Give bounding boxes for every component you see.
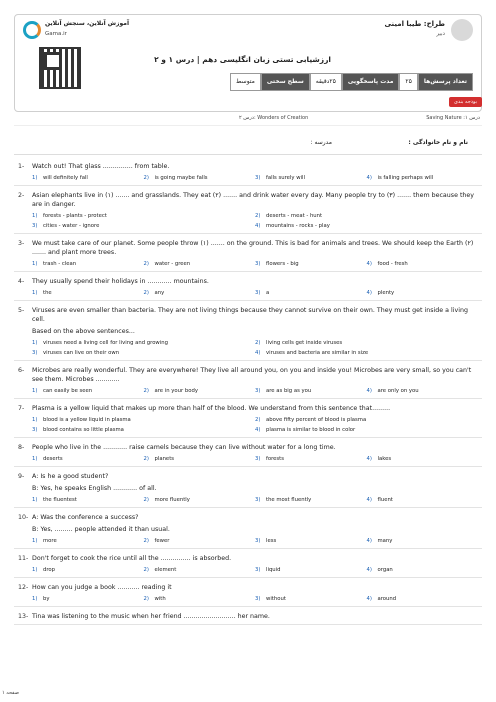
option-2[interactable]	[144, 289, 256, 297]
option-text: organ	[377, 567, 393, 573]
option-number: 4)	[366, 456, 372, 462]
option-number: 1)	[32, 261, 38, 267]
option-number: 4)	[255, 350, 261, 356]
option-number: 4)	[366, 290, 372, 296]
option-3[interactable]	[255, 595, 367, 603]
question-row	[18, 191, 478, 209]
option-number: 3)	[32, 223, 38, 229]
option-text: falls surely will	[266, 175, 305, 181]
option-text: will definitely fall	[43, 175, 88, 181]
option-4[interactable]	[367, 387, 479, 395]
option-1[interactable]	[32, 289, 144, 297]
option-2[interactable]	[144, 496, 256, 504]
option-number: 3)	[255, 456, 261, 462]
exam-header	[14, 14, 482, 112]
question-6	[14, 361, 482, 399]
options	[18, 212, 478, 230]
option-1[interactable]	[32, 387, 144, 395]
gama-logo-icon	[23, 21, 41, 39]
option-2[interactable]	[144, 455, 256, 463]
option-1[interactable]	[32, 212, 255, 220]
option-text: viruses and bacteria are similar in size	[266, 350, 369, 356]
options	[18, 455, 478, 463]
question-8	[14, 438, 482, 467]
option-text: the fluentest	[43, 497, 77, 503]
option-number: 4)	[366, 596, 372, 602]
option-number: 3)	[255, 538, 261, 544]
option-1[interactable]	[32, 339, 255, 347]
option-text: is falling perhaps will	[377, 175, 434, 181]
option-number: 3)	[255, 497, 261, 503]
option-text: are as big as you	[266, 388, 312, 394]
options	[18, 387, 478, 395]
option-number: 3)	[255, 261, 261, 267]
option-text: forests - plants - protect	[43, 213, 107, 219]
options	[18, 416, 478, 434]
question-1	[14, 157, 482, 186]
option-3[interactable]	[255, 174, 367, 182]
question-number: 13-	[18, 613, 29, 620]
option-4[interactable]	[367, 455, 479, 463]
question-subtext: B: Yes, ......... people attended it than usual.	[32, 526, 170, 533]
option-text: water - green	[154, 261, 191, 267]
option-4[interactable]	[367, 537, 479, 545]
option-text: viruses can live on their own	[43, 350, 120, 356]
question-list	[14, 157, 482, 625]
page-number: صفحه ۱	[2, 690, 19, 696]
options	[18, 566, 478, 574]
option-text: blood contains so little plasma	[43, 427, 124, 433]
question-text: A: Was the conference a success?	[32, 514, 139, 521]
option-number: 4)	[366, 388, 372, 394]
option-text: living cells get inside viruses	[266, 340, 343, 346]
question-text: Microbes are really wonderful. They are everywhere! They live all around you, on you and inside you! Microbes are very small, so you can't see them. Microbes ............	[32, 367, 472, 383]
option-number: 1)	[32, 497, 38, 503]
question-number: 7-	[18, 405, 25, 412]
question-number: 10-	[18, 514, 29, 521]
option-4[interactable]	[367, 566, 479, 574]
option-number: 4)	[366, 261, 372, 267]
question-row	[18, 239, 478, 257]
option-text: without	[266, 596, 286, 602]
option-text: cities - water - ignore	[43, 223, 100, 229]
lesson-bar	[14, 112, 482, 126]
option-text: are in your body	[154, 388, 198, 394]
option-text: any	[154, 290, 165, 296]
question-row	[18, 583, 478, 592]
option-text: viruses need a living cell for living and growing	[43, 340, 168, 346]
option-number: 2)	[143, 388, 149, 394]
option-2[interactable]	[144, 595, 256, 603]
question-9	[14, 467, 482, 508]
options	[18, 595, 478, 603]
question-number: 2-	[18, 192, 25, 199]
option-1[interactable]	[32, 416, 255, 424]
stat-duration-value: ۲۵دقیقه	[310, 73, 342, 91]
option-text: is going maybe falls	[154, 175, 208, 181]
option-3[interactable]	[255, 566, 367, 574]
question-number: 1-	[18, 163, 25, 170]
option-text: many	[377, 538, 393, 544]
stat-count-label: تعداد پرسش‌ها	[418, 73, 473, 91]
question-text: Don't forget to cook the rice until all the ............... is absorbed.	[32, 555, 232, 562]
question-number: 5-	[18, 307, 25, 314]
option-text: liquid	[266, 567, 281, 573]
option-2[interactable]	[144, 174, 256, 182]
option-text: can easily be seen	[43, 388, 93, 394]
option-3[interactable]	[255, 387, 367, 395]
option-3[interactable]	[32, 426, 255, 434]
option-number: 1)	[32, 340, 38, 346]
student-info-row	[14, 133, 482, 155]
option-text: the	[43, 290, 52, 296]
question-text: Plasma is a yellow liquid that makes up more than half of the blood. We understand from this sentence that.........	[32, 405, 391, 412]
option-4[interactable]	[367, 289, 479, 297]
option-4[interactable]	[367, 260, 479, 268]
question-text: Asian elephants live in (۱) ....... and grasslands. They eat (۲) ....... and drink water every day. Many people try to (۳) ....... them because they are in danger.	[32, 192, 475, 208]
option-number: 1)	[32, 213, 38, 219]
option-text: more fluently	[154, 497, 190, 503]
option-number: 2)	[143, 261, 149, 267]
option-number: 4)	[366, 538, 372, 544]
question-number: 12-	[18, 584, 29, 591]
option-text: are only on you	[377, 388, 419, 394]
option-1[interactable]	[32, 566, 144, 574]
option-3[interactable]	[255, 289, 367, 297]
stat-difficulty-label: سطح سختی	[261, 73, 310, 91]
option-number: 1)	[32, 417, 38, 423]
option-3[interactable]	[255, 260, 367, 268]
question-number: 6-	[18, 367, 25, 374]
option-3[interactable]	[32, 222, 255, 230]
designer-name: طراح: طیبا امینی	[384, 20, 445, 28]
option-text: blood is a yellow liquid in plasma	[43, 417, 131, 423]
option-number: 2)	[143, 497, 149, 503]
option-text: deserts - meat - hunt	[266, 213, 323, 219]
option-text: less	[266, 538, 277, 544]
option-1[interactable]	[32, 595, 144, 603]
exam-title: ارزشیابی تستی زبان انگلیسی دهم | درس ۱ و ۲	[154, 55, 331, 64]
options	[18, 174, 478, 182]
option-text: around	[377, 596, 397, 602]
stat-count-value: ۲۵	[399, 73, 417, 91]
options	[18, 496, 478, 504]
section-tag: بودجه بندی	[449, 97, 482, 107]
option-number: 1)	[32, 596, 38, 602]
options	[18, 260, 478, 268]
option-2[interactable]	[255, 212, 478, 220]
question-text: Tina was listening to the music when her friend .......................... her name.	[32, 613, 270, 620]
question-text: Viruses are even smaller than bacteria. They are not living things because they cannot survive on their own. They must get inside a living cell.	[32, 307, 468, 323]
option-number: 3)	[255, 175, 261, 181]
option-number: 3)	[255, 290, 261, 296]
question-row	[18, 554, 478, 563]
name-label: نام و نام خانوادگی :	[408, 139, 468, 146]
option-text: planets	[154, 456, 175, 462]
question-number: 8-	[18, 444, 25, 451]
option-number: 2)	[143, 290, 149, 296]
question-13	[14, 607, 482, 625]
option-text: by	[43, 596, 50, 602]
question-10	[14, 508, 482, 549]
option-number: 1)	[32, 538, 38, 544]
option-number: 4)	[255, 223, 261, 229]
question-text: They usually spend their holidays in ............ mountains.	[32, 278, 209, 285]
option-4[interactable]	[255, 222, 478, 230]
stat-difficulty-value: متوسط	[230, 73, 261, 91]
option-2[interactable]	[144, 566, 256, 574]
option-number: 3)	[255, 596, 261, 602]
option-text: plenty	[377, 290, 395, 296]
option-number: 1)	[32, 567, 38, 573]
options	[18, 537, 478, 545]
option-text: deserts	[43, 456, 63, 462]
question-row	[18, 277, 478, 286]
option-1[interactable]	[32, 537, 144, 545]
option-1[interactable]	[32, 260, 144, 268]
question-subtext: Based on the above sentences...	[32, 328, 135, 335]
qr-code-icon[interactable]	[39, 47, 81, 89]
option-number: 1)	[32, 175, 38, 181]
option-1[interactable]	[32, 174, 144, 182]
question-text: How can you judge a book ........... reading it	[32, 584, 172, 591]
option-text: flowers - big	[266, 261, 299, 267]
option-text: food - fresh	[377, 261, 408, 267]
question-number: 3-	[18, 240, 25, 247]
question-row	[18, 472, 478, 481]
question-row	[18, 404, 478, 413]
option-text: plasma is similar to blood in color	[266, 427, 356, 433]
option-1[interactable]	[32, 496, 144, 504]
option-2[interactable]	[144, 260, 256, 268]
option-number: 3)	[32, 427, 38, 433]
option-number: 2)	[143, 538, 149, 544]
option-number: 3)	[255, 388, 261, 394]
options	[18, 339, 478, 357]
school-label: مدرسه :	[310, 139, 332, 146]
option-1[interactable]	[32, 455, 144, 463]
lesson-2: درس ۲: Wonders of Creation	[239, 115, 309, 121]
option-text: with	[154, 596, 166, 602]
option-text: mountains - rocks - play	[266, 223, 330, 229]
option-number: 3)	[255, 567, 261, 573]
option-text: trash - clean	[43, 261, 77, 267]
question-12	[14, 578, 482, 607]
question-row	[18, 612, 478, 621]
teacher-label: دبیر	[436, 31, 445, 37]
option-text: element	[154, 567, 177, 573]
question-text: People who live in the ............ raise camels because they can live without water for a long time.	[32, 444, 336, 451]
option-3[interactable]	[255, 496, 367, 504]
option-4[interactable]	[367, 174, 479, 182]
question-row	[18, 306, 478, 324]
option-number: 2)	[143, 596, 149, 602]
site-title: آموزش آنلاین، سنجش آنلاین	[45, 20, 130, 27]
option-text: more	[43, 538, 57, 544]
option-2[interactable]	[144, 387, 256, 395]
option-text: above fifty percent of blood is plasma	[266, 417, 367, 423]
option-number: 3)	[32, 350, 38, 356]
option-4[interactable]	[255, 426, 478, 434]
option-3[interactable]	[32, 349, 255, 357]
options	[18, 289, 478, 297]
question-3	[14, 234, 482, 272]
option-text: a	[266, 290, 270, 296]
avatar	[451, 19, 473, 41]
exam-stats	[230, 73, 473, 91]
option-2[interactable]	[255, 416, 478, 424]
option-number: 4)	[255, 427, 261, 433]
stat-duration-label: مدت پاسخگویی	[342, 73, 400, 91]
option-number: 2)	[255, 213, 261, 219]
option-3[interactable]	[255, 455, 367, 463]
option-number: 2)	[255, 417, 261, 423]
option-4[interactable]	[367, 595, 479, 603]
option-text: the most fluently	[266, 497, 312, 503]
option-text: drop	[43, 567, 56, 573]
option-text: forests	[266, 456, 285, 462]
question-4	[14, 272, 482, 301]
question-text: Watch out! That glass ............... from table.	[32, 163, 170, 170]
option-number: 1)	[32, 290, 38, 296]
question-row	[18, 366, 478, 384]
question-row	[18, 513, 478, 522]
question-7	[14, 399, 482, 438]
question-number: 11-	[18, 555, 29, 562]
option-number: 4)	[366, 175, 372, 181]
option-4[interactable]	[255, 349, 478, 357]
question-row	[18, 443, 478, 452]
option-text: lakes	[377, 456, 392, 462]
option-3[interactable]	[255, 537, 367, 545]
option-2[interactable]	[255, 339, 478, 347]
site-url[interactable]: Gama.ir	[45, 31, 67, 37]
option-text: fluent	[377, 497, 393, 503]
option-number: 2)	[143, 567, 149, 573]
question-row	[18, 162, 478, 171]
option-2[interactable]	[144, 537, 256, 545]
option-number: 1)	[32, 456, 38, 462]
option-number: 2)	[143, 456, 149, 462]
question-11	[14, 549, 482, 578]
question-text: A: Is he a good student?	[32, 473, 109, 480]
option-text: fewer	[154, 538, 170, 544]
question-text: We must take care of our planet. Some people throw (۱) ....... on the ground. This is bad for animals and trees. We should keep the Earth (۲) ....... and plant more trees.	[32, 240, 474, 256]
option-number: 2)	[143, 175, 149, 181]
option-number: 1)	[32, 388, 38, 394]
question-number: 9-	[18, 473, 25, 480]
option-number: 4)	[366, 497, 372, 503]
option-number: 2)	[255, 340, 261, 346]
option-number: 4)	[366, 567, 372, 573]
question-2	[14, 186, 482, 234]
question-5	[14, 301, 482, 361]
lesson-1: درس ۱: Saving Nature	[426, 115, 480, 121]
question-subtext: B: Yes, he speaks English ............ of all.	[32, 485, 157, 492]
option-4[interactable]	[367, 496, 479, 504]
question-number: 4-	[18, 278, 25, 285]
